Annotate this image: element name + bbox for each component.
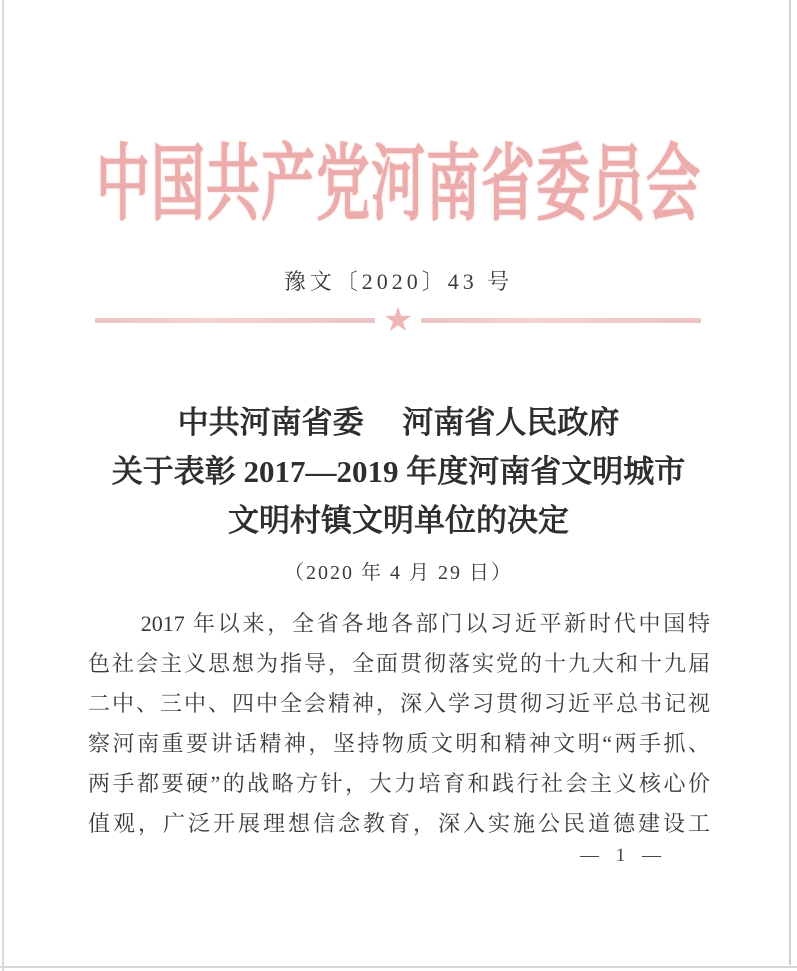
title-line-3: 文明村镇文明单位的决定 [228, 503, 569, 538]
body-line-6: 值观，广泛开展理想信念教育，深入实施公民道德建设工 [88, 811, 710, 836]
body-line-1: 2017 年以来，全省各地各部门以习近平新时代中国特 [140, 611, 710, 636]
divider-line-left [95, 318, 375, 323]
body-line-5: 两手都要硬”的战略方针，大力培育和践行社会主义核心价 [88, 771, 710, 796]
document-number: 豫文〔2020〕43 号 [283, 269, 514, 294]
body-line-2: 色社会主义思想为指导，全面贯彻落实党的十九大和十九届 [88, 651, 710, 676]
body-line-3: 二中、三中、四中全会精神，深入学习贯彻习近平总书记视 [88, 691, 710, 716]
body-paragraph [88, 604, 710, 844]
red-divider-rule [95, 300, 701, 340]
document-title [0, 398, 797, 545]
page-number: — 1 — [580, 845, 667, 866]
title-line-1: 中共河南省委 河南省人民政府 [177, 405, 620, 440]
scan-edge-bottom [0, 966, 797, 968]
star-icon: ★ [382, 300, 414, 340]
title-line-2: 关于表彰 2017—2019 年度河南省文明城市 [111, 454, 686, 489]
divider-line-right [421, 318, 701, 323]
letterhead-title: 中国共产党河南省委员会 [96, 138, 701, 232]
body-line-4: 察河南重要讲话精神，坚持物质文明和精神文明“两手抓、 [88, 731, 710, 756]
document-date: （2020 年 4 月 29 日） [284, 562, 513, 584]
